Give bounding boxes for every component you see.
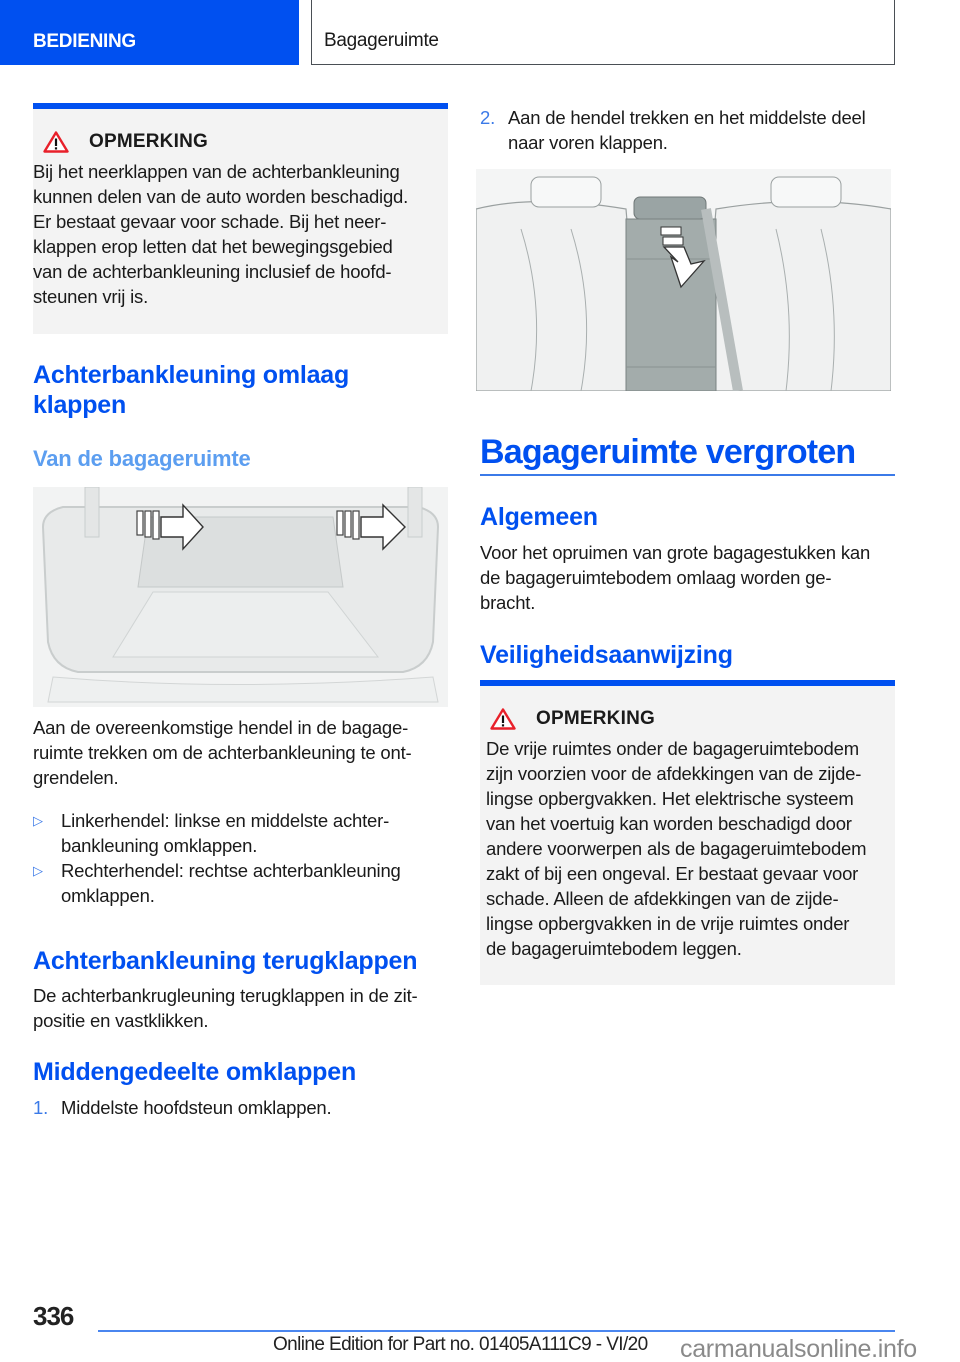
heading-seatback-fold-back: Achterbankleuning terugklappen xyxy=(33,947,418,975)
section-tab xyxy=(311,0,895,65)
warning-triangle-icon xyxy=(43,131,69,153)
notice-box-1 xyxy=(33,103,448,334)
list-item-left-lever: ▷ Linkerhendel: linkse en middelste achter- bankleuning omklappen. xyxy=(33,810,390,856)
chapter-tab xyxy=(0,0,299,65)
triangle-bullet-icon: ▷ xyxy=(33,813,43,828)
notice-box-2 xyxy=(480,680,895,985)
chapter-title: BEDIENING xyxy=(33,31,136,52)
step-number: 1. xyxy=(33,1097,49,1118)
notice-title: OPMERKING xyxy=(490,708,881,730)
page-number: 336 xyxy=(33,1301,74,1331)
watermark-link[interactable]: carmanualsonline.info xyxy=(680,1335,917,1362)
left-lever xyxy=(137,511,159,539)
title-enlarge-trunk: Bagageruimte vergroten xyxy=(480,433,856,471)
notice-title: OPMERKING xyxy=(43,131,434,153)
fold-back-paragraph: De achterbankrugleuning terugklappen in de zit- positie en vastklikken. xyxy=(33,985,418,1031)
heading-center-fold: Middengedeelte omklappen xyxy=(33,1058,357,1086)
title-underline xyxy=(480,474,895,476)
general-paragraph: Voor het opruimen van grote bagagestukken kan de bagageruimtebodem omlaag worden ge- bracht. xyxy=(480,542,871,613)
step-number: 2. xyxy=(480,107,496,128)
footer-rule xyxy=(98,1330,895,1332)
step-1: 1. Middelste hoofdsteun omklappen. xyxy=(33,1097,332,1118)
triangle-bullet-icon: ▷ xyxy=(33,863,43,878)
notice-text: De vrije ruimtes onder de bagageruimtebodem zijn voorzien voor de afdekkingen van de zijde- lingse opbergvakken. Het elektrische systeem van het voertuig kan worden beschadigd door andere voorwerpen als de bagageruimtebodem zakt of bij een ongeval. Er bestaat gevaar voor schade. Alleen de afdekkingen van de zijde- lingse opbergvakken in de vrije ruimtes onder de bagageruimtebodem leggen. xyxy=(486,738,867,959)
heading-safety: Veiligheidsaanwijzing xyxy=(480,641,733,669)
trunk-illustration xyxy=(33,487,448,707)
list-item-right-lever: ▷ Rechterhendel: rechtse achterbankleuning omklappen. xyxy=(33,860,401,906)
notice-text: Bij het neerklappen van de achterbankleuning kunnen delen van de auto worden beschadigd. Er bestaat gevaar voor schade. Bij het neer- klappen erop letten dat het bewegingsgebied van de achterbankleuning inclusief de hoofd- steunen vrij is. xyxy=(33,161,409,307)
edition-text: Online Edition for Part no. 01405A111C9 - VI/20 xyxy=(273,1334,648,1355)
trunk-release-paragraph: Aan de overeenkomstige hendel in de bagage- ruimte trekken om de achterbankleuning te ont- grendelen. xyxy=(33,717,412,788)
step-2: 2. Aan de hendel trekken en het middelste deel naar voren klappen. xyxy=(480,107,866,153)
heading-general: Algemeen xyxy=(480,503,598,531)
warning-triangle-icon xyxy=(490,708,516,730)
right-lever xyxy=(337,511,359,539)
rear-seat-illustration xyxy=(476,169,891,391)
section-title: Bagageruimte xyxy=(324,30,439,51)
subheading-from-trunk: Van de bagageruimte xyxy=(33,446,251,471)
heading-seatback-fold-down: Achterbankleuning omlaag klappen xyxy=(33,361,350,419)
